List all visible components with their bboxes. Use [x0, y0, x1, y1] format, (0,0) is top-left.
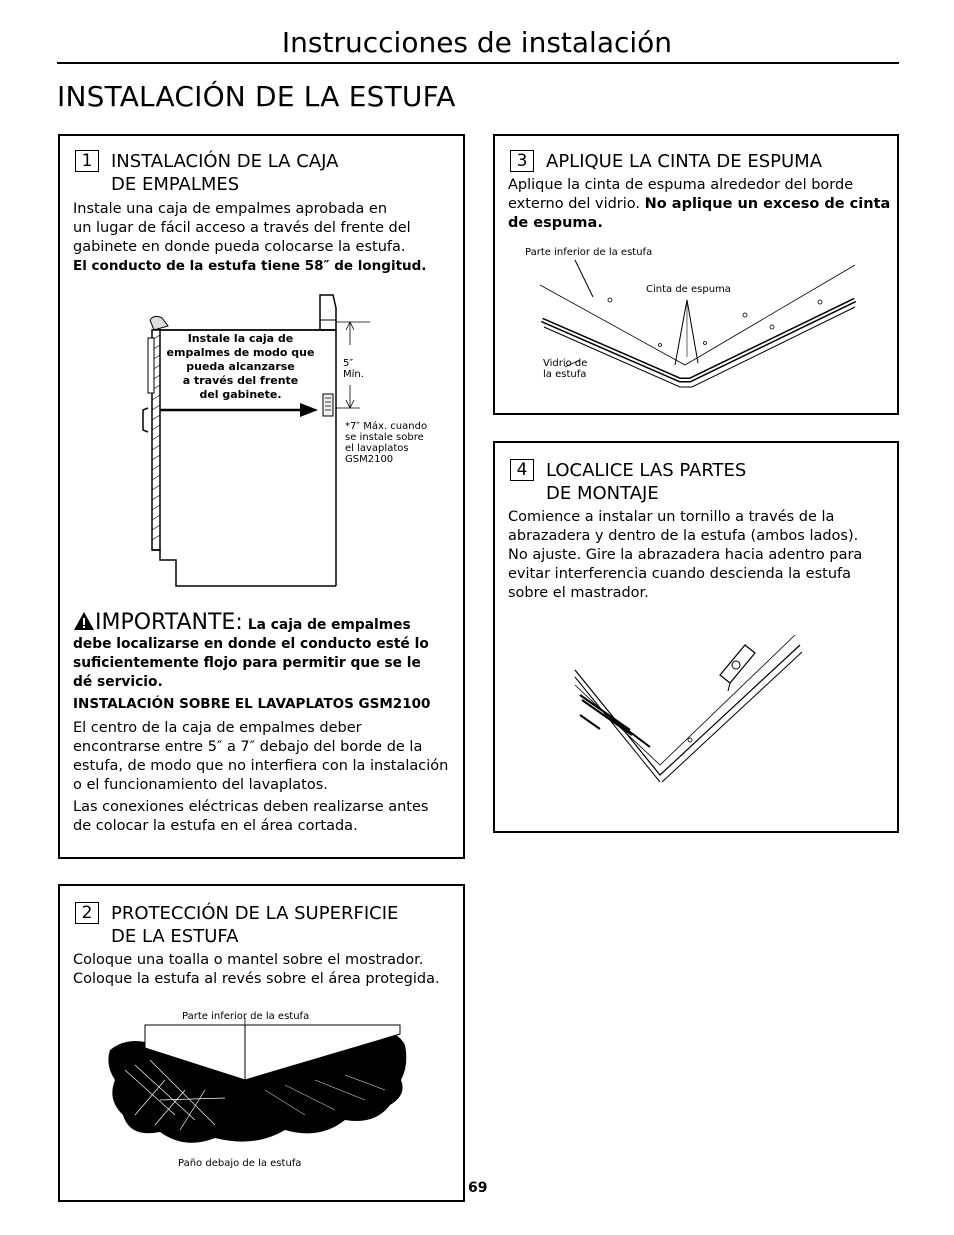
stove-bottom-label: Parte inferior de la estufa — [182, 1011, 310, 1022]
step1-body-line: gabinete en donde pueda colocarse la estufa. — [73, 239, 406, 255]
step2-title-line2: DE LA ESTUFA — [111, 926, 239, 947]
step3-body-line: Aplique la cinta de espuma alrededor del borde — [508, 177, 854, 193]
callout-line: a través del frente — [182, 374, 299, 387]
stove-glass-label-line: la estufa — [543, 369, 587, 380]
stove-on-towel-diagram — [105, 1020, 410, 1155]
important-line: La caja de empalmes — [247, 617, 411, 633]
step3-title: APLIQUE LA CINTA DE ESPUMA — [546, 151, 823, 172]
step1-title-line1: INSTALACIÓN DE LA CAJA — [111, 151, 339, 172]
step3-body-line: externo del vidrio. — [508, 196, 641, 212]
step3-warning-text: No aplique un exceso de cinta — [644, 196, 891, 212]
step4-body-line: No ajuste. Gire la abrazadera hacia adentro para — [508, 547, 863, 563]
step4-body-line: evitar interferencia cuando descienda la estufa — [508, 566, 852, 582]
warning-icon — [73, 611, 95, 631]
step4-title-line2: DE MONTAJE — [546, 483, 659, 504]
para3-line: de colocar la estufa en el área cortada. — [73, 818, 358, 834]
min-dimension-value: 5″ — [343, 358, 354, 369]
step1-body-line: Instale una caja de empalmes aprobada en — [73, 201, 388, 217]
step1-number: 1 — [75, 150, 99, 172]
para2-line: El centro de la caja de empalmes deber — [73, 720, 362, 736]
max-label-line: el lavaplatos — [345, 443, 409, 454]
section-title: INSTALACIÓN DE LA ESTUFA — [57, 80, 456, 113]
step3-number: 3 — [510, 150, 534, 172]
step4-title-line1: LOCALICE LAS PARTES — [546, 460, 747, 481]
step3-body — [508, 176, 893, 233]
max-dimension-label — [345, 421, 427, 465]
para2-line: estufa, de modo que no interfiera con la instalación — [73, 758, 449, 774]
step4-body-line: sobre el mastrador. — [508, 585, 649, 601]
para2-line: encontrarse entre 5″ a 7″ debajo del borde de la — [73, 739, 423, 755]
min-dimension-label — [343, 358, 364, 380]
callout-line: Instale la caja de — [187, 332, 294, 345]
important-note — [73, 610, 458, 692]
step1-paragraph3 — [73, 798, 458, 836]
step4-body-line: Comience a instalar un tornillo a través de la — [508, 509, 835, 525]
stove-glass-label — [543, 358, 587, 380]
header-divider — [57, 62, 899, 64]
important-line: debe localizarse en donde el conducto esté lo — [73, 636, 429, 652]
step1-body-line: un lugar de fácil acceso a través del frente del — [73, 220, 411, 236]
max-label-line: se instale sobre — [345, 432, 424, 443]
callout-line: del gabinete. — [199, 388, 282, 401]
important-line: dé servicio. — [73, 674, 163, 690]
step3-heading — [510, 150, 822, 173]
step3-warning-text: de espuma. — [508, 215, 603, 231]
step2-heading — [75, 902, 398, 948]
stove-glass-label-line: Vidrio de — [543, 358, 588, 369]
step4-body-line: abrazadera y dentro de la estufa (ambos lados). — [508, 528, 859, 544]
step1-subheading: INSTALACIÓN SOBRE EL LAVAPLATOS GSM2100 — [73, 696, 431, 712]
towel-label: Paño debajo de la estufa — [178, 1158, 302, 1169]
step2-title-line1: PROTECCIÓN DE LA SUPERFICIE — [111, 903, 399, 924]
step4-body — [508, 508, 893, 603]
step2-number: 2 — [75, 902, 99, 924]
max-label-line: GSM2100 — [345, 454, 394, 465]
step4-heading — [510, 459, 746, 505]
important-line: suficientemente flojo para permitir que se le — [73, 655, 421, 671]
junction-box-callout — [158, 332, 323, 402]
step1-bold-note: El conducto de la estufa tiene 58″ de longitud. — [73, 258, 427, 274]
foam-tape-label: Cinta de espuma — [646, 284, 731, 295]
header-title: Instrucciones de instalación — [281, 26, 673, 59]
step4-number: 4 — [510, 459, 534, 481]
important-label: IMPORTANTE: — [95, 610, 243, 635]
para2-line: o el funcionamiento del lavaplatos. — [73, 777, 328, 793]
step1-body — [73, 200, 453, 276]
callout-line: pueda alcanzarse — [186, 360, 295, 373]
stove-bottom-label: Parte inferior de la estufa — [525, 247, 653, 258]
step1-paragraph2 — [73, 719, 458, 795]
step1-heading — [75, 150, 338, 196]
callout-line: empalmes de modo que — [166, 346, 315, 359]
page-number: 69 — [468, 1180, 488, 1196]
step2-body-line: Coloque la estufa al revés sobre el área protegida. — [73, 971, 440, 987]
max-label-line: *7″ Máx. cuando — [345, 421, 428, 432]
step2-body-line: Coloque una toalla o mantel sobre el mostrador. — [73, 952, 424, 968]
min-dimension-unit: Mín. — [343, 369, 364, 380]
step1-title-line2: DE EMPALMES — [111, 174, 240, 195]
para3-line: Las conexiones eléctricas deben realizarse antes — [73, 799, 429, 815]
mounting-bracket-diagram — [570, 625, 810, 780]
step2-body — [73, 951, 458, 989]
